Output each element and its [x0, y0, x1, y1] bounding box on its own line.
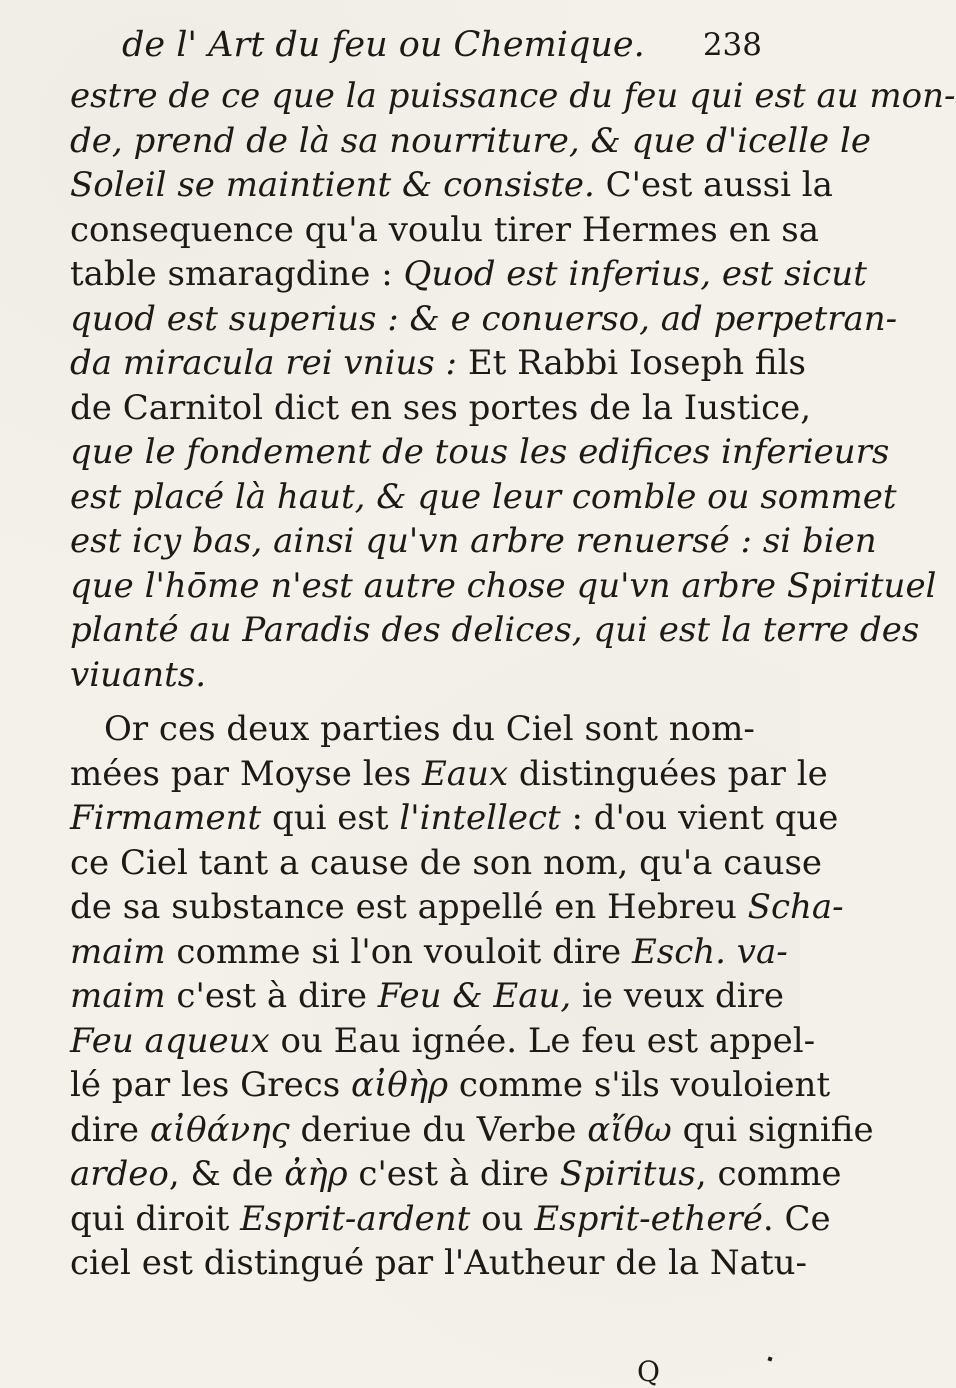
text-line	[70, 386, 812, 431]
text-segment: que l'hōme n'est autre chose qu'vn arbre Spirituel	[70, 565, 937, 606]
text-segment: αἴθω	[587, 1109, 672, 1150]
text-segment: ou Eau ignée. Le feu est appel-	[269, 1020, 816, 1061]
text-line	[70, 608, 920, 653]
text-segment: maim	[70, 931, 166, 972]
text-segment: αἰθὴρ	[350, 1065, 449, 1105]
text-line	[70, 341, 806, 386]
text-line	[70, 475, 897, 520]
paragraph-gap	[70, 697, 764, 707]
text-segment: , comme	[695, 1154, 842, 1194]
text-segment: . Ce	[762, 1198, 831, 1239]
text-segment: Spiritus	[559, 1154, 696, 1194]
text-line	[70, 119, 871, 164]
text-segment: qui signifie	[671, 1109, 874, 1150]
text-segment: comme si l'on vouloit dire	[165, 931, 632, 972]
text-segment: Esprit-ardent	[240, 1198, 471, 1239]
text-segment: deriue du Verbe	[289, 1109, 588, 1150]
text-line	[70, 163, 833, 208]
text-segment: ou	[470, 1198, 535, 1239]
text-line	[70, 297, 898, 342]
text-segment: ciel est distingué par l'Autheur de la Natu-	[70, 1243, 807, 1283]
text-segment: C'est aussi la	[594, 165, 833, 205]
text-segment: ce Ciel tant a cause de son nom, qu'a cause	[70, 842, 823, 883]
text-segment: table smaragdine :	[70, 254, 404, 294]
text-segment: Scha-	[747, 887, 844, 927]
text-line	[70, 1019, 816, 1064]
text-line	[70, 974, 785, 1019]
catchword: Q	[637, 1355, 660, 1388]
text-line	[70, 707, 764, 752]
text-segment: Or ces deux parties du Ciel sont nom-	[104, 709, 755, 749]
text-segment: est icy bas, ainsi qu'vn arbre renuersé : si bien	[70, 521, 877, 561]
text-segment: Eaux	[421, 753, 509, 794]
text-line	[70, 252, 867, 297]
text-line	[70, 208, 820, 253]
text-segment: Feu aqueux	[70, 1020, 270, 1061]
text-segment: dire	[70, 1109, 150, 1150]
body-text	[70, 74, 956, 1286]
text-segment: ie veux dire	[571, 976, 785, 1016]
text-line	[70, 841, 823, 886]
text-segment: planté au Paradis des delices, qui est la terre des	[70, 610, 920, 650]
text-segment: comme s'ils vouloient	[448, 1065, 831, 1105]
text-segment: , & de	[168, 1154, 285, 1194]
text-segment: Esch. va-	[631, 931, 788, 972]
text-segment: de, prend de là sa nourriture, & que d'icelle le	[70, 120, 871, 161]
text-segment: ardeo	[70, 1154, 169, 1194]
text-segment: de Carnitol dict en ses portes de la Iustice,	[70, 387, 812, 428]
text-segment: Firmament	[70, 798, 262, 838]
text-segment: αἰθάνης	[149, 1109, 290, 1150]
text-line	[70, 885, 844, 930]
text-segment: estre de ce que la puissance du feu qui est au mon-	[70, 76, 956, 116]
text-line	[70, 796, 839, 841]
text-line	[70, 1063, 831, 1108]
text-line	[70, 752, 828, 797]
text-line	[70, 1197, 831, 1242]
text-segment: viuants.	[70, 654, 207, 695]
text-segment: Feu & Eau,	[377, 976, 572, 1016]
text-segment: qui diroit	[70, 1198, 241, 1239]
running-header	[70, 16, 764, 74]
text-segment: est placé là haut, & que leur comble ou sommet	[70, 476, 897, 517]
text-segment: lé par les Grecs	[70, 1065, 351, 1105]
text-segment: maim	[70, 976, 166, 1016]
text-segment: mées par Moyse les	[70, 753, 422, 794]
text-segment: de sa substance est appellé en Hebreu	[70, 887, 748, 927]
text-segment: que le fondement de tous les edifices inferieurs	[70, 432, 890, 472]
text-segment: Quod est inferius, est sicut	[403, 254, 867, 294]
text-segment: : d'ou vient que	[560, 798, 839, 838]
text-line	[70, 519, 877, 564]
text-segment: distinguées par le	[508, 753, 828, 794]
text-line	[70, 930, 788, 975]
running-title: de l' Art du feu ou Chemique.	[122, 25, 645, 65]
page-number: 238	[702, 27, 762, 63]
text-segment: consequence qu'a voulu tirer Hermes en sa	[70, 209, 820, 250]
text-line	[70, 430, 890, 475]
ink-speck	[767, 1356, 772, 1361]
text-line	[70, 564, 937, 609]
text-segment: l'intellect	[399, 798, 561, 838]
text-line	[70, 1108, 874, 1153]
text-segment: Esprit-etheré	[534, 1198, 763, 1239]
text-segment: da miracula rei vnius :	[70, 343, 458, 383]
text-segment: Et Rabbi Ioseph fils	[457, 343, 806, 383]
text-line	[70, 1152, 842, 1197]
text-line	[70, 74, 956, 119]
text-segment: ἀὴρ	[284, 1154, 348, 1194]
text-segment: c'est à dire	[347, 1154, 560, 1194]
text-segment: qui est	[261, 798, 400, 838]
text-segment: c'est à dire	[165, 976, 378, 1016]
text-line	[70, 1241, 807, 1286]
text-line	[70, 653, 764, 698]
text-segment: quod est superius : & e conuerso, ad perpetran-	[70, 298, 898, 339]
text-segment: Soleil se maintient & consiste.	[70, 165, 595, 205]
